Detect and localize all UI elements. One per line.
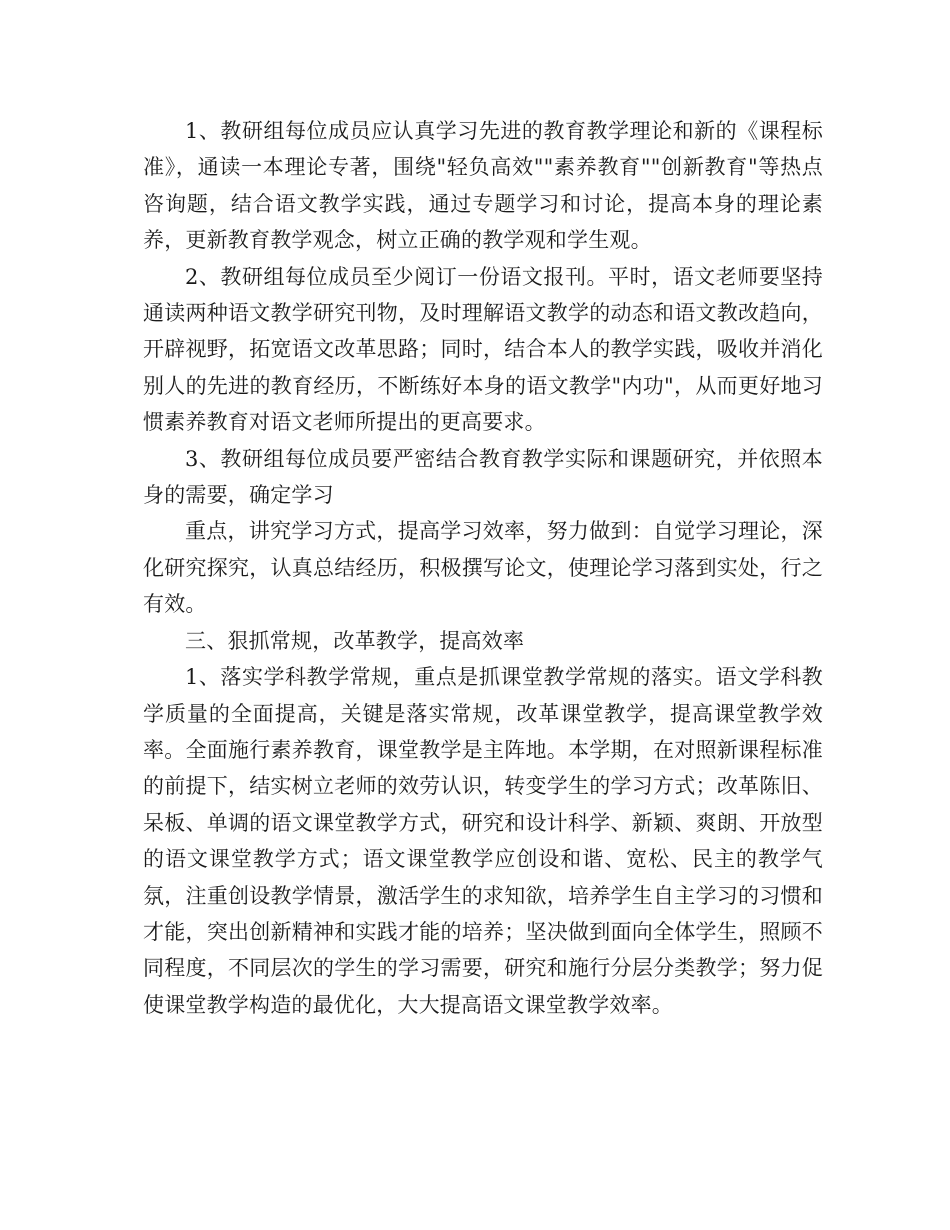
paragraph-study-theory: 1、教研组每位成员应认真学习先进的教育教学理论和新的《课程标准》，通读一本理论专著，围绕"轻负高效""素养教育""创新教育"等热点咨询题，结合语文教学实践，通过专题学习和讨论，提高本身的理论素养，更新教育教学观念，树立正确的教学观和学生观。 — [143, 119, 823, 253]
paragraph-research-needs: 3、教研组每位成员要严密结合教育教学实际和课题研究，并依照本身的需要，确定学习 — [143, 446, 823, 508]
section-heading: 三、狠抓常规，改革教学，提高效率 — [185, 628, 525, 653]
document-body — [143, 113, 823, 1023]
paragraph-subscribe-journals: 2、教研组每位成员至少阅订一份语文报刊。平时，语文老师要坚持通读两种语文教学研究刊物，及时理解语文教学的动态和语文教改趋向，开辟视野，拓宽语文改革思路；同时，结合本人的教学实践，吸收并消化别人的先进的教育经历，不断练好本身的语文教学"内功"，从而更好地习惯素养教育对语文老师所提出的更高要求。 — [143, 264, 823, 435]
paragraph-study-focus: 重点，讲究学习方式，提高学习效率，努力做到：自觉学习理论，深化研究探究，认真总结经历，积极撰写论文，使理论学习落到实处，行之有效。 — [143, 519, 823, 617]
paragraph-teaching-routine: 1、落实学科教学常规，重点是抓课堂教学常规的落实。语文学科教学质量的全面提高，关键是落实常规，改革课堂教学，提高课堂教学效率。全面施行素养教育，课堂教学是主阵地。本学期，在对照新课程标准的前提下，结实树立老师的效劳认识，转变学生的学习方式；改革陈旧、呆板、单调的语文课堂教学方式，研究和设计科学、新颖、爽朗、开放型的语文课堂教学方式；语文课堂教学应创设和谐、宽松、民主的教学气氛，注重创设教学情景，激活学生的求知欲，培养学生自主学习的习惯和才能，突出创新精神和实践才能的培养；坚决做到面向全体学生，照顾不同程度，不同层次的学生的学习需要，研究和施行分层分类教学；努力促使课堂教学构造的最优化，大大提高语文课堂教学效率。 — [143, 665, 823, 1017]
